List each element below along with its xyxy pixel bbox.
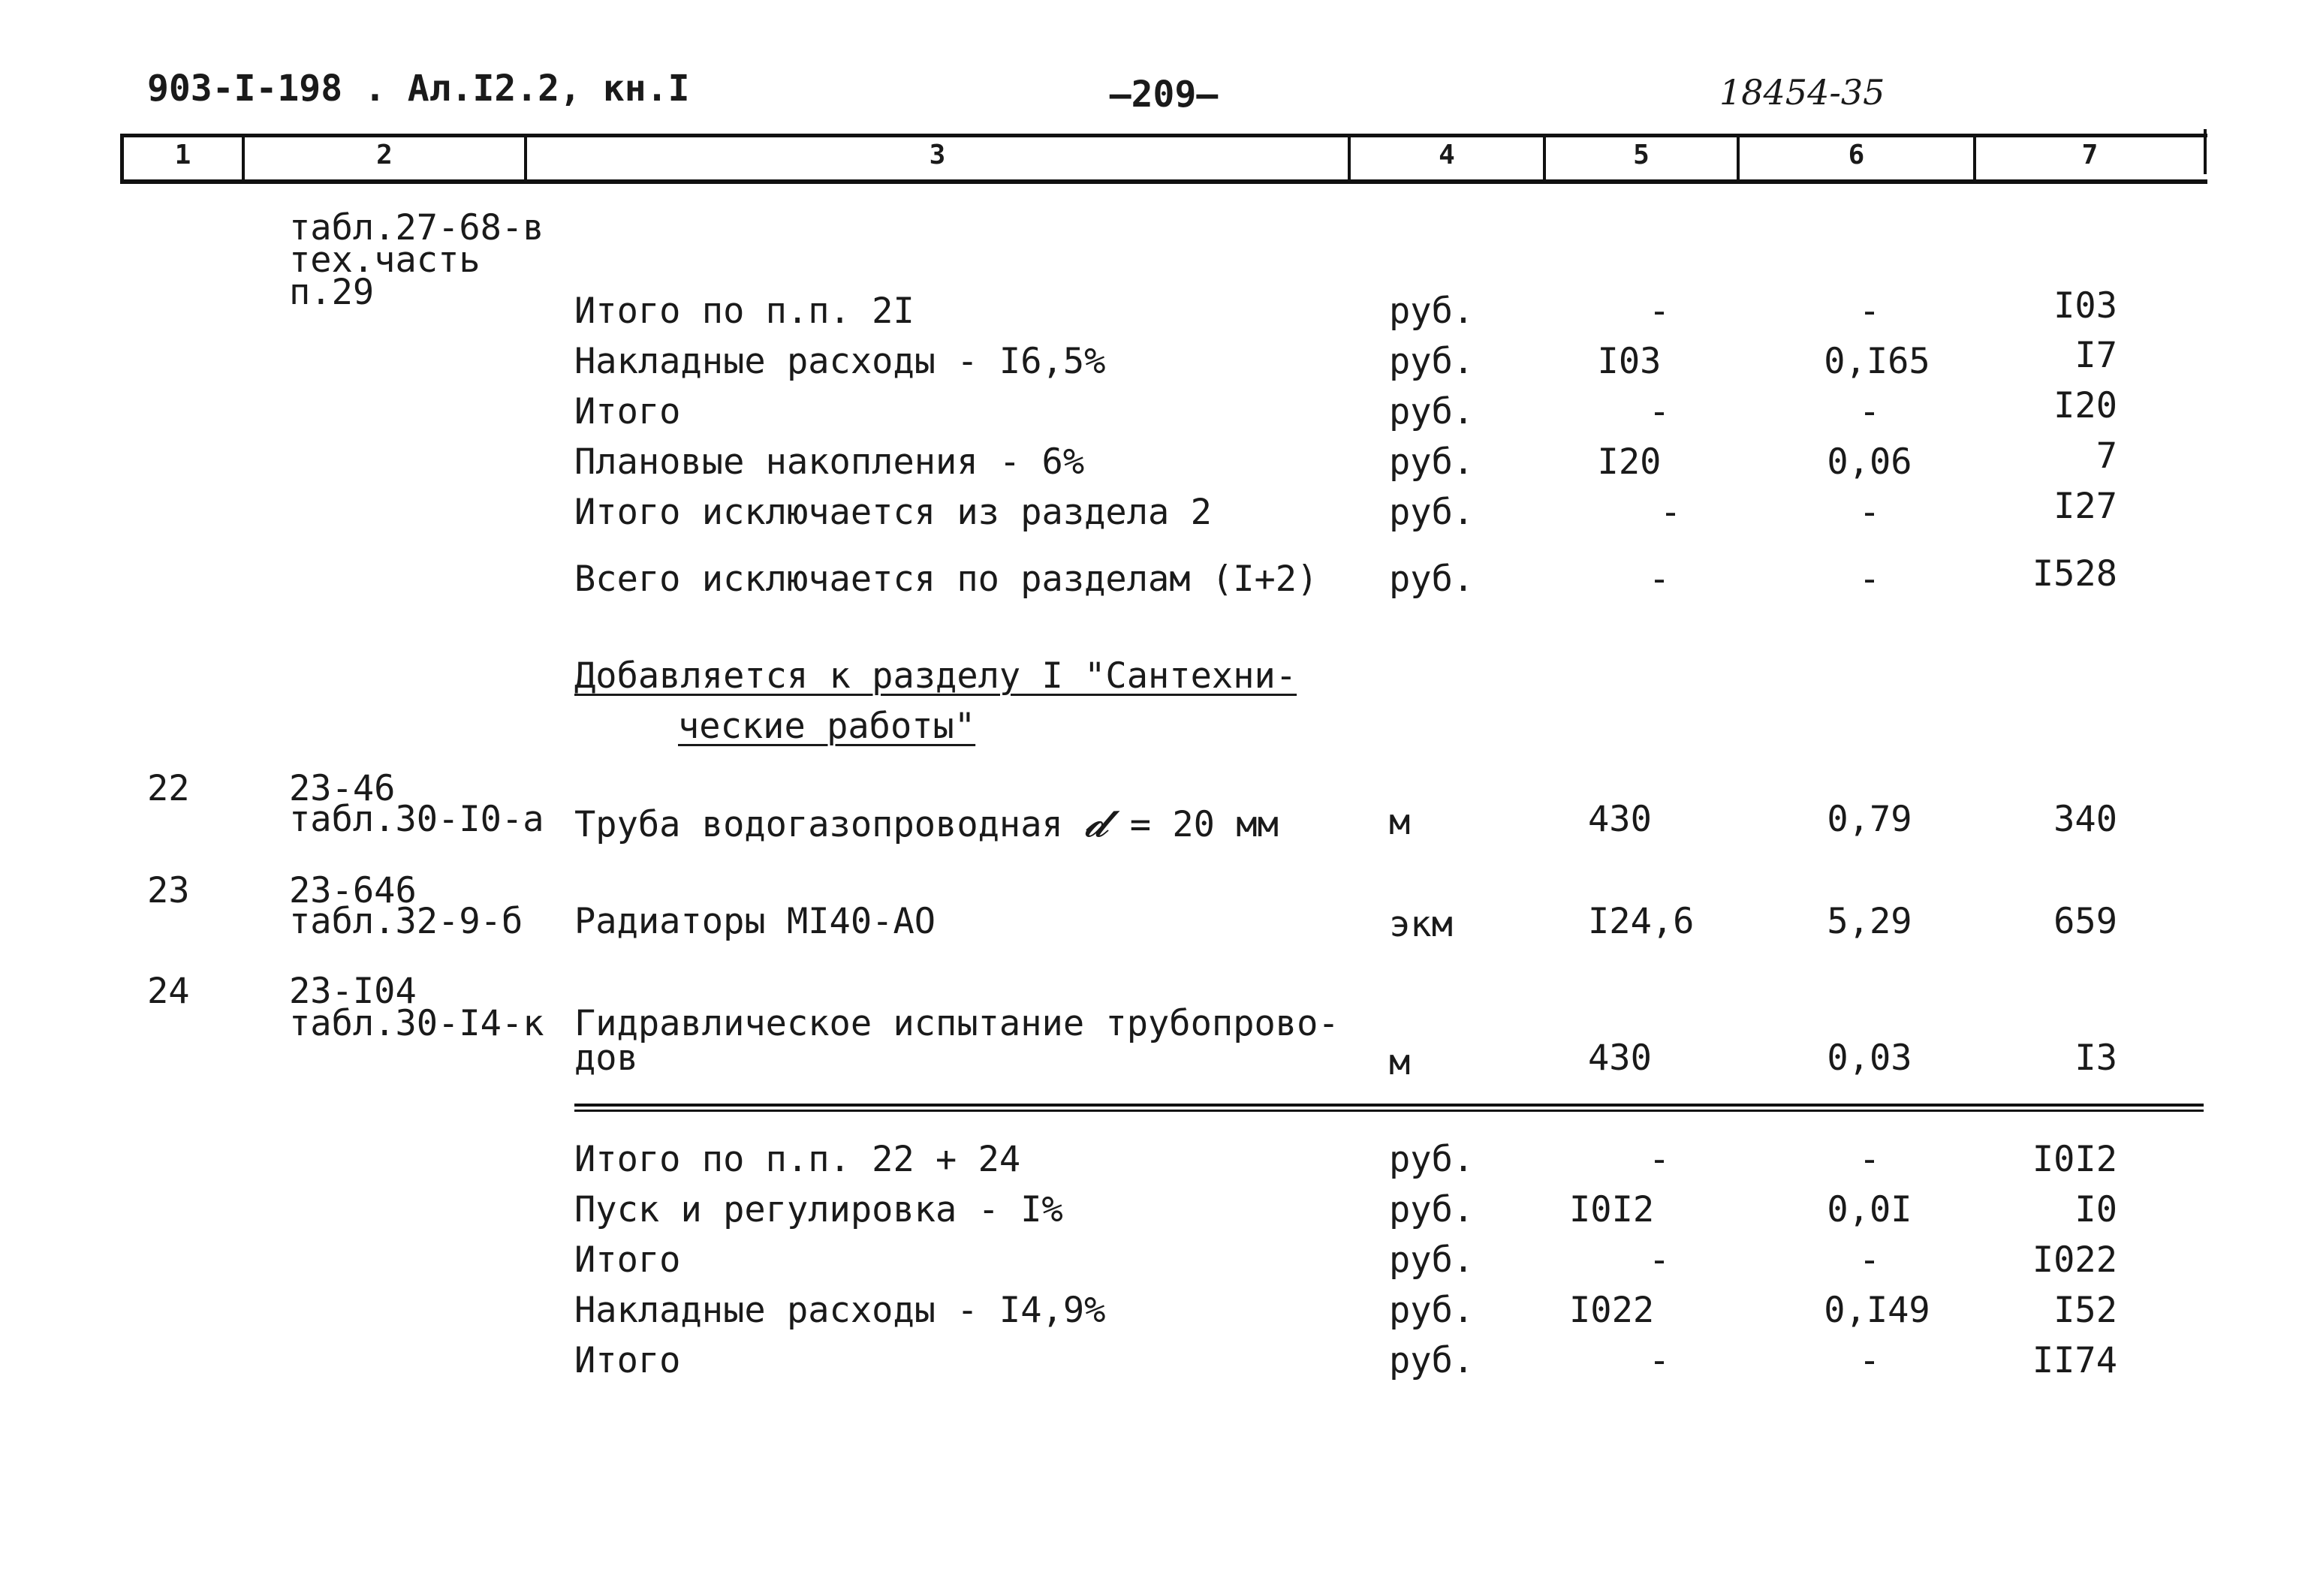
summary-row-unit: руб. (1389, 1340, 1475, 1381)
summary-row-coef: - (1858, 492, 1881, 533)
summary-row-desc: Всего исключается по разделам (I+2) (574, 559, 1318, 600)
item-description-text: Труба водогазопроводная (574, 804, 1063, 845)
document-designation: 903-I-198 . Ал.I2.2, кн.I (147, 68, 690, 110)
summary-row-base: I0I2 (1569, 1189, 1655, 1230)
summary-row-total: I52 (2053, 1290, 2117, 1331)
summary-row-unit: руб. (1389, 1290, 1475, 1331)
reference-line: тех.часть (289, 239, 481, 281)
summary-row-total: I528 (2032, 553, 2117, 595)
item-description: Гидравлическое испытание трубопрово- (574, 1003, 1339, 1044)
summary-row-desc: Итого исключается из раздела 2 (574, 492, 1212, 533)
summary-row-base: I20 (1597, 441, 1662, 483)
summary-row-desc: Итого (574, 391, 681, 432)
summary-row-unit: руб. (1389, 441, 1475, 483)
summary-row-coef: 0,I65 (1824, 341, 1930, 382)
summary-row-coef: 0,I49 (1824, 1290, 1930, 1331)
item-unit: м (1389, 802, 1411, 843)
column-number: 7 (2081, 140, 2099, 170)
summary-row-base: - (1648, 1340, 1671, 1381)
summary-row-coef: - (1858, 1139, 1881, 1180)
diameter-symbol: 𝓭 (1084, 798, 1109, 847)
item-reference: 23-646 (289, 870, 417, 911)
summary-row-unit: руб. (1389, 1139, 1475, 1180)
summary-row-total: I20 (2053, 385, 2117, 426)
item-coef: 0,03 (1827, 1037, 1912, 1079)
summary-row-total: I0 (2074, 1189, 2117, 1230)
summary-row-base: - (1648, 1139, 1671, 1180)
summary-row-unit: руб. (1389, 341, 1475, 382)
item-description-suffix: = 20 мм (1129, 804, 1279, 845)
summary-row-total: I0I2 (2032, 1139, 2117, 1180)
summary-row-coef: - (1858, 291, 1881, 332)
column-number: 6 (1848, 140, 1865, 170)
summary-row-base: - (1648, 1239, 1671, 1281)
column-number: 4 (1439, 140, 1455, 170)
item-reference: 23-46 (289, 768, 396, 809)
item-total: 659 (2053, 901, 2117, 942)
summary-row-desc: Пуск и регулировка - I% (574, 1189, 1063, 1230)
item-description (574, 798, 1279, 847)
summary-row-desc: Итого (574, 1239, 681, 1281)
summary-row-total: I03 (2053, 285, 2117, 327)
item-reference-table: табл.32-9-б (289, 901, 523, 942)
summary-row-base: - (1648, 559, 1671, 600)
summary-row-unit: руб. (1389, 391, 1475, 432)
summary-row-total: I7 (2074, 335, 2117, 376)
summary-row-coef: - (1858, 559, 1881, 600)
summary-row-total: I022 (2032, 1239, 2117, 1281)
summary-row-desc: Итого (574, 1340, 681, 1381)
summary-row-desc: Итого по п.п. 2I (574, 291, 914, 332)
column-number: 2 (376, 140, 393, 170)
summary-row-base: I03 (1597, 341, 1662, 382)
summary-row-unit: руб. (1389, 492, 1475, 533)
summary-row-unit: руб. (1389, 1189, 1475, 1230)
section-heading: Добавляется к разделу I "Сантехни- (574, 655, 1297, 697)
page-number: —209— (1109, 74, 1219, 116)
item-description-continued: дов (574, 1037, 638, 1079)
item-reference: 23-I04 (289, 971, 417, 1012)
summary-row-base: - (1648, 391, 1671, 432)
summary-row-base: - (1659, 492, 1682, 533)
column-number: 5 (1633, 140, 1650, 170)
column-number: 1 (174, 140, 191, 170)
item-base: I24,6 (1588, 901, 1695, 942)
item-number: 22 (147, 768, 190, 809)
subtotal-rule (574, 1104, 2204, 1107)
summary-row-base: I022 (1569, 1290, 1655, 1331)
column-number: 3 (929, 140, 946, 170)
summary-row-base: - (1648, 291, 1671, 332)
item-base: 430 (1588, 799, 1652, 840)
section-heading-continued: ческие работы" (678, 706, 976, 747)
column-header-top-rule (120, 134, 2207, 137)
summary-row-coef: - (1858, 1340, 1881, 1381)
item-description: Радиаторы МI40-АО (574, 901, 936, 942)
item-unit: м (1389, 1042, 1411, 1083)
summary-row-desc: Плановые накопления - 6% (574, 441, 1085, 483)
item-reference-table: табл.30-I4-к (289, 1003, 544, 1044)
summary-row-coef: 0,0I (1827, 1189, 1912, 1230)
reference-line: табл.27-68-в (289, 207, 544, 248)
summary-row-desc: Итого по п.п. 22 + 24 (574, 1139, 1021, 1180)
subtotal-rule (574, 1110, 2204, 1112)
item-coef: 5,29 (1827, 901, 1912, 942)
item-total: 340 (2053, 799, 2117, 840)
column-divider (2204, 129, 2207, 174)
item-base: 430 (1588, 1037, 1652, 1079)
summary-row-coef: - (1858, 1239, 1881, 1281)
reference-line: п.29 (289, 272, 375, 313)
summary-row-unit: руб. (1389, 559, 1475, 600)
summary-row-total: II74 (2032, 1340, 2117, 1381)
document-code: 18454-35 (1719, 72, 1885, 113)
summary-row-unit: руб. (1389, 1239, 1475, 1281)
item-unit: экм (1389, 904, 1453, 945)
item-reference-table: табл.30-I0-а (289, 799, 544, 840)
item-number: 24 (147, 971, 190, 1012)
summary-row-total: 7 (2096, 435, 2117, 477)
summary-row-desc: Накладные расходы - I4,9% (574, 1290, 1106, 1331)
column-header-bottom-rule (120, 179, 2207, 184)
summary-row-coef: 0,06 (1827, 441, 1912, 483)
item-total: I3 (2074, 1037, 2117, 1079)
summary-row-coef: - (1858, 391, 1881, 432)
summary-row-unit: руб. (1389, 291, 1475, 332)
item-number: 23 (147, 870, 190, 911)
summary-row-desc: Накладные расходы - I6,5% (574, 341, 1106, 382)
item-coef: 0,79 (1827, 799, 1912, 840)
summary-row-total: I27 (2053, 486, 2117, 527)
